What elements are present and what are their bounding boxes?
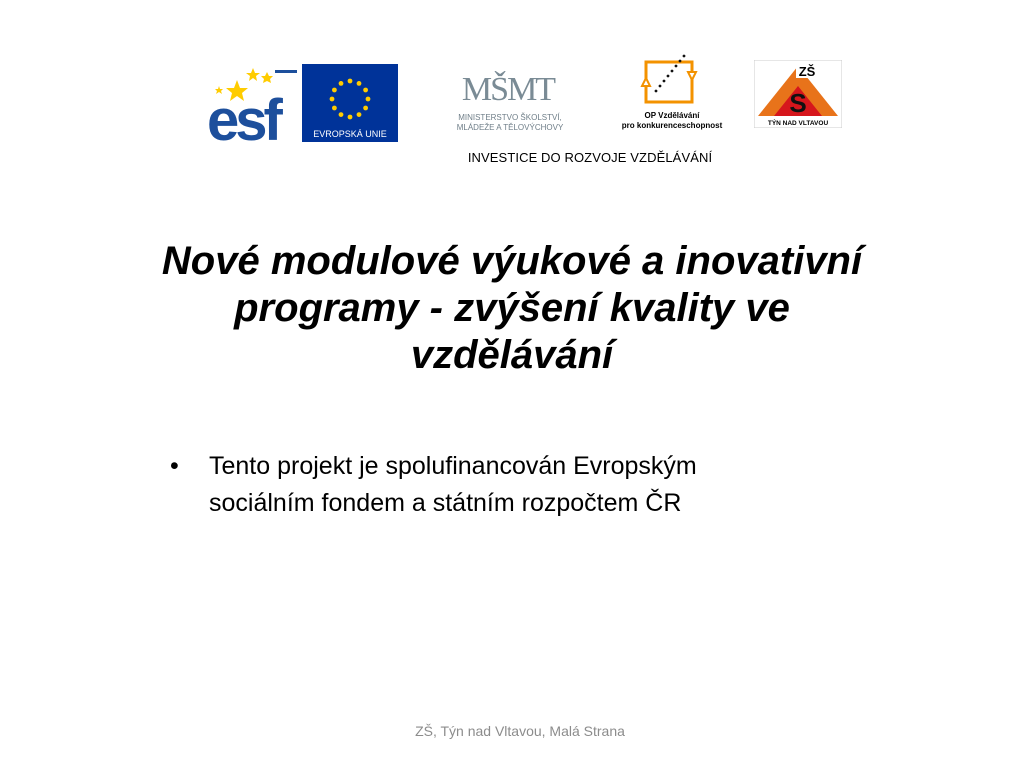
esf-logo [207, 64, 299, 142]
msmt-logo [430, 60, 590, 136]
bullet-dot-icon: • [170, 452, 179, 480]
slide-title-line3: vzdělávání [410, 333, 614, 377]
school-caption: TÝN NAD VLTAVOU [767, 120, 829, 127]
eu-flag-logo [302, 64, 398, 142]
funding-line: INVESTICE DO ROZVOJE VZDĚLÁVÁNÍ [467, 150, 713, 165]
bullet-item [170, 448, 890, 522]
slide-title [80, 238, 944, 379]
msmt-line1: MINISTERSTVO ŠKOLSTVÍ, [458, 113, 562, 122]
slide-title-line1: Nové modulové výukové a inovativní [161, 239, 863, 283]
op-vk-line1: OP Vzdělávání [644, 111, 700, 120]
footer-text: ZŠ, Týn nad Vltavou, Malá Strana [415, 723, 625, 739]
logo-strip [0, 0, 1024, 150]
msmt-mark: MŠMT [461, 71, 555, 108]
bullet-line1: Tento projekt je spolufinancován Evropským [209, 452, 697, 480]
school-logo [754, 60, 842, 128]
eu-flag-caption: EVROPSKÁ UNIE [313, 129, 387, 139]
bullet-line2: sociálním fondem a státním rozpočtem ČR [209, 489, 682, 517]
svg-text:S: S [789, 88, 807, 118]
op-vk-logo [616, 52, 728, 134]
school-mark: ZŠ [798, 64, 816, 79]
esf-logo-text: esf [207, 88, 279, 142]
op-vk-line2: pro konkurenceschopnost [621, 121, 723, 130]
slide-title-line2: programy - zvýšení kvality ve [234, 286, 790, 330]
bullet-list [170, 448, 890, 522]
msmt-line2: MLÁDEŽE A TĚLOVÝCHOVY [456, 123, 564, 132]
